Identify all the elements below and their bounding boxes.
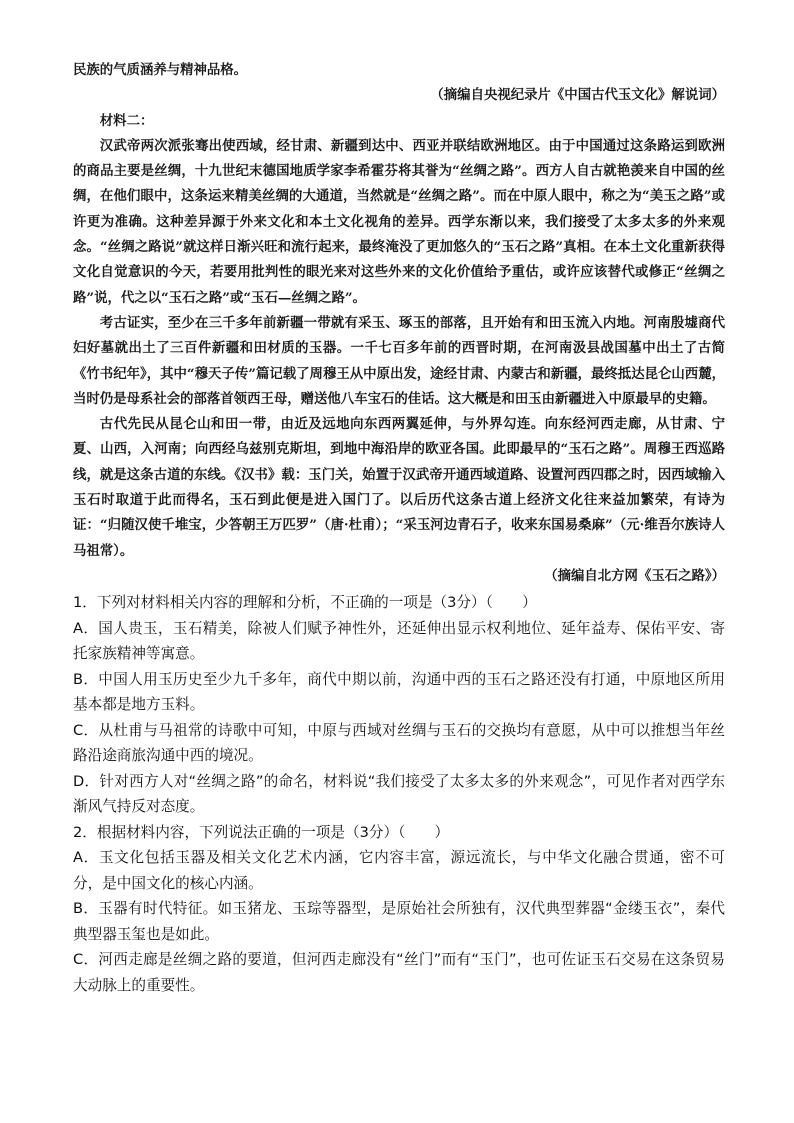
source-citation-one: （摘编自央视纪录片《中国古代玉文化》解说词） <box>430 87 725 104</box>
answer-option-b: B．中国人用玉历史至少九千多年，商代中期以前，沟通中西的玉石之路还没有打通，中原地区所用基本都是地方玉料。 <box>73 670 725 714</box>
source-citation-two: （摘编自北方网《玉石之路》） <box>544 567 725 584</box>
question-stem: 2．根据材料内容，下列说法正确的一项是（3分）（ ） <box>73 823 450 841</box>
question-list <box>73 590 725 998</box>
answer-option-a: A．玉文化包括玉器及相关文化艺术内涵，它内容丰富，源远流长，与中华文化融合贯通，密不可分，是中国文化的核心内涵。 <box>73 849 725 892</box>
material-one-tail: 民族的气质涵养与精神品格。 <box>73 62 248 78</box>
answer-option-c: C．从杜甫与马祖常的诗歌中可知，中原与西域对丝绸与玉石的交换均有意愿，从中可以推想当年丝路沿途商旅沟通中西的境况。 <box>73 721 725 765</box>
question-item <box>73 590 725 820</box>
answer-option-a: A．国人贵玉，玉石精美，除被人们赋予神性外，还延伸出显示权利地位、延年益寿、保佑平安、寄托家族精神等寓意。 <box>73 619 725 663</box>
question-item <box>73 820 725 999</box>
material-two-heading: 材料二： <box>99 112 154 129</box>
answer-option-b: B．玉器有时代特征。如玉猪龙、玉琮等器型，是原始社会所独有，汉代典型葬器“金缕玉衣”，秦代典型器玉玺也是如此。 <box>73 900 725 943</box>
material-two-paragraph: 古代先民从昆仑山和田一带，由近及远地向东西两翼延伸，与外界勾连。向东经河西走廊，从甘肃、宁夏、山西，入河南；向西经乌兹别克斯坦，到地中海沿岸的欧亚各国。此即最早的“玉石之路”。周穆王西巡路线，就是这条古道的东线。《汉书》载：玉门关，始置于汉武帝开通西域道路、设置河西四郡之时，因西域输入玉石时取道于此而得名，玉石到此便是进入国门了。以后历代这条古道上经济文化往来益加繁荣，有诗为证：“归随汉使千堆宝，少答朝王万匹罗”（唐·杜甫）；“采玉河边青石子，收来东国易桑麻”（元·维吾尔族诗人马祖常）。 <box>73 416 725 559</box>
question-stem: 1．下列对材料相关内容的理解和分析，不正确的一项是（3分）（ ） <box>73 594 537 612</box>
reading-material <box>73 58 725 589</box>
answer-option-c: C．河西走廊是丝绸之路的要道，但河西走廊没有“丝门”而有“玉门”，也可佐证玉石交易在这条贸易大动脉上的重要性。 <box>73 951 725 994</box>
answer-option-d: D．针对西方人对“丝绸之路”的命名，材料说“我们接受了太多太多的外来观念”，可见作者对西学东渐风气持反对态度。 <box>73 772 725 816</box>
material-two-paragraph: 考古证实，至少在三千多年前新疆一带就有采玉、琢玉的部落，且开始有和田玉流入内地。河南殷墟商代妇好墓就出土了三百件新疆和田材质的玉器。一千七百多年前的西晋时期，在河南汲县战国墓中出土了古简《竹书纪年》，其中“穆天子传”篇记载了周穆王从中原出发，途经甘肃、内蒙古和新疆，最终抵达昆仑山西麓，当时仍是母系社会的部落首领西王母，赠送他八车宝石的佳话。这大概是和田玉由新疆进入中原最早的史籍。 <box>73 314 725 407</box>
document-page <box>73 58 725 998</box>
material-two-paragraph: 汉武帝两次派张骞出使西域，经甘肃、新疆到达中、西亚并联结欧洲地区。由于中国通过这条路运到欧洲的商品主要是丝绸，十九世纪末德国地质学家李希霍芬将其誉为“丝绸之路”。西方人自古就艳羡来自中国的丝绸，在他们眼中，这条运来精美丝绸的大通道，当然就是“丝绸之路”。而在中原人眼中，称之为“美玉之路”或许更为准确。这种差异源于外来文化和本土文化视角的差异。西学东渐以来，我们接受了太多太多的外来观念。“丝绸之路说”就这样日渐兴旺和流行起来，最终淹没了更加悠久的“玉石之路”真相。在本土文化重新获得文化自觉意识的今天，若要用批判性的眼光来对这些外来的文化价值给予重估，或许应该替代或修正“丝绸之路”说，代之以“玉石之路”或“玉石—丝绸之路”。 <box>73 137 725 306</box>
